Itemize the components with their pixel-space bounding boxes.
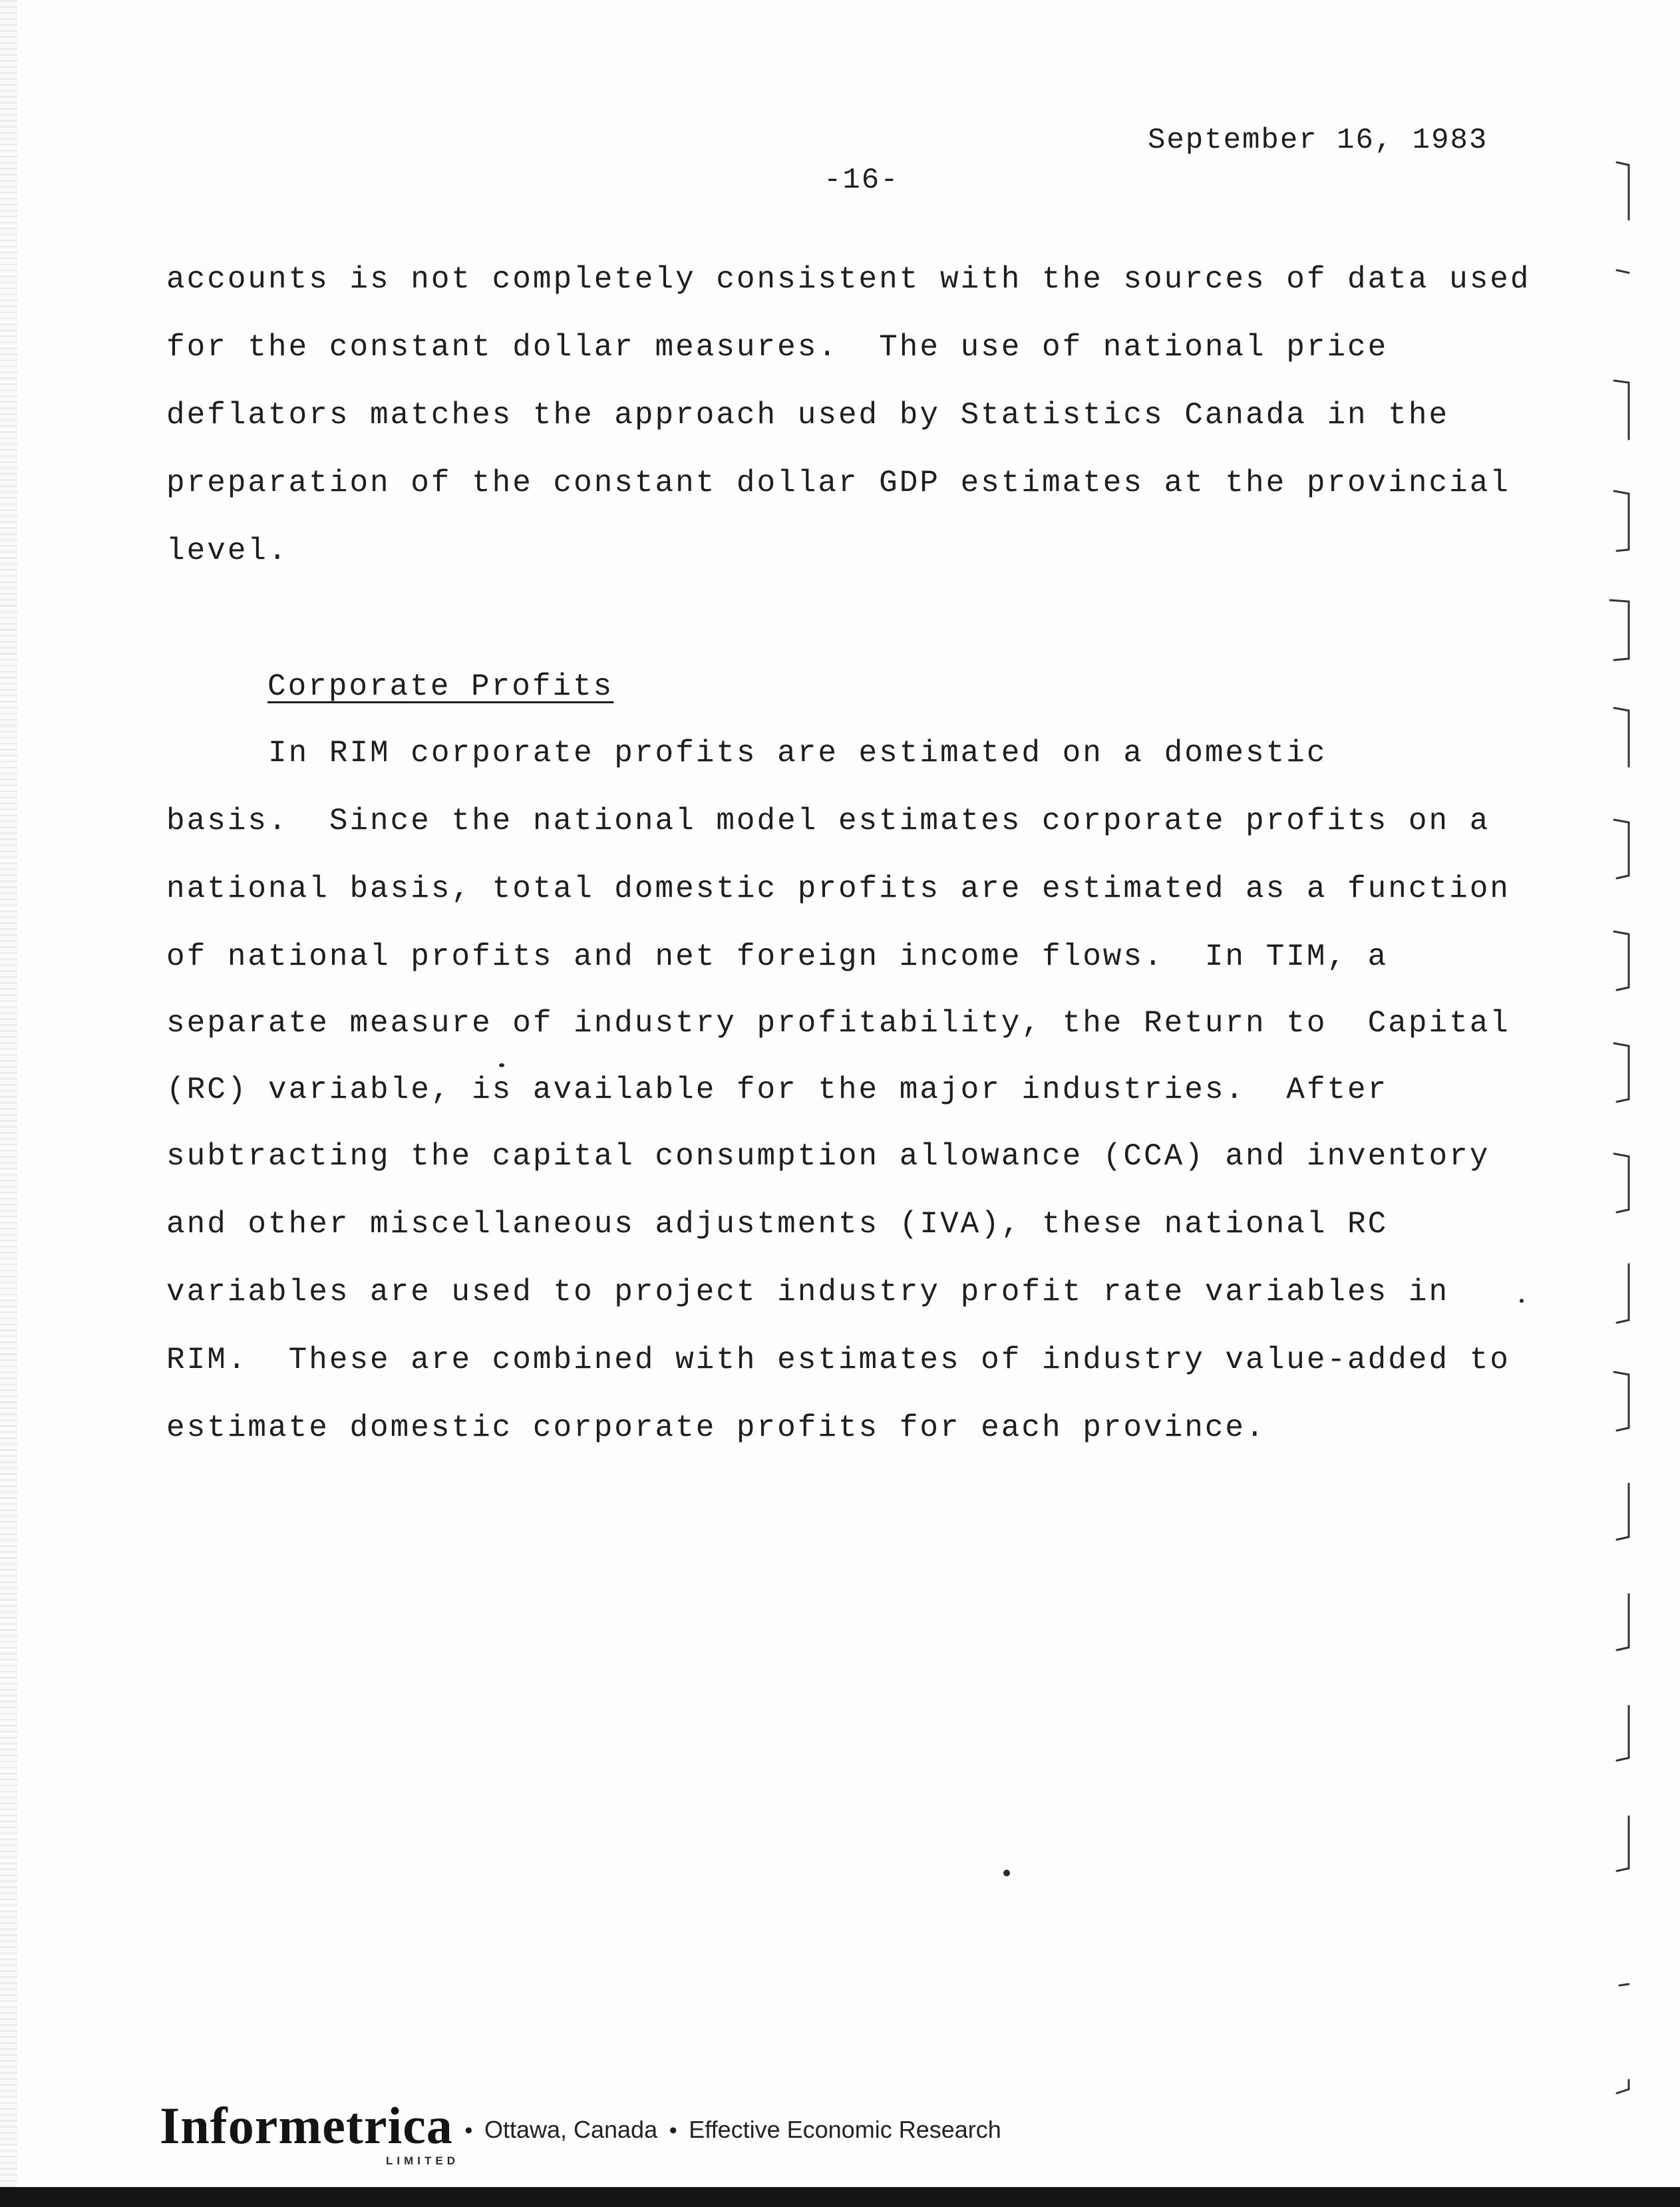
text-line: accounts is not completely consistent with the sources of data used xyxy=(166,262,1531,297)
footer-separator: • xyxy=(669,2118,677,2143)
document-date: September 16, 1983 xyxy=(1148,124,1488,157)
section-heading: Corporate Profits xyxy=(267,669,614,704)
binding-marks xyxy=(1590,0,1643,2207)
scan-bottom-band xyxy=(0,2187,1680,2207)
text-line: preparation of the constant dollar GDP estimates at the provincial xyxy=(166,466,1510,500)
brand-subtitle: LIMITED xyxy=(386,2154,459,2167)
scan-edge xyxy=(0,0,17,2207)
text-line: basis. Since the national model estimates corporate profits on a xyxy=(166,804,1490,838)
text-line: (RC) variable, is available for the major industries. After xyxy=(166,1073,1389,1107)
text-line: and other miscellaneous adjustments (IVA), these national RC xyxy=(166,1207,1389,1242)
footer-tagline: Effective Economic Research xyxy=(689,2116,1001,2143)
scan-speck xyxy=(1520,1299,1524,1303)
page-number: -16- xyxy=(824,164,900,197)
text-line: level. xyxy=(166,534,289,568)
scan-speck xyxy=(499,1063,504,1067)
text-line: In RIM corporate profits are estimated on a domestic xyxy=(166,736,1327,770)
text-line: estimate domestic corporate profits for each province. xyxy=(166,1411,1266,1445)
text-line: for the constant dollar measures. The use of national price xyxy=(166,330,1389,365)
text-line: subtracting the capital consumption allowance (CCA) and inventory xyxy=(166,1139,1490,1174)
footer-branding xyxy=(160,2096,1001,2167)
footer-separator: • xyxy=(464,2118,473,2143)
text-line: RIM. These are combined with estimates of industry value-added to xyxy=(166,1343,1510,1377)
text-line: variables are used to project industry profit rate variables in xyxy=(166,1275,1450,1309)
text-line: deflators matches the approach used by Statistics Canada in the xyxy=(166,398,1450,432)
scan-speck xyxy=(1003,1870,1010,1876)
text-line: separate measure of industry profitability, the Return to Capital xyxy=(166,1006,1510,1041)
text-line: national basis, total domestic profits are estimated as a function xyxy=(166,872,1510,906)
brand-logo: Informetrica xyxy=(160,2097,453,2154)
text-line: of national profits and net foreign income flows. In TIM, a xyxy=(166,939,1389,974)
footer-location: Ottawa, Canada xyxy=(484,2116,658,2143)
